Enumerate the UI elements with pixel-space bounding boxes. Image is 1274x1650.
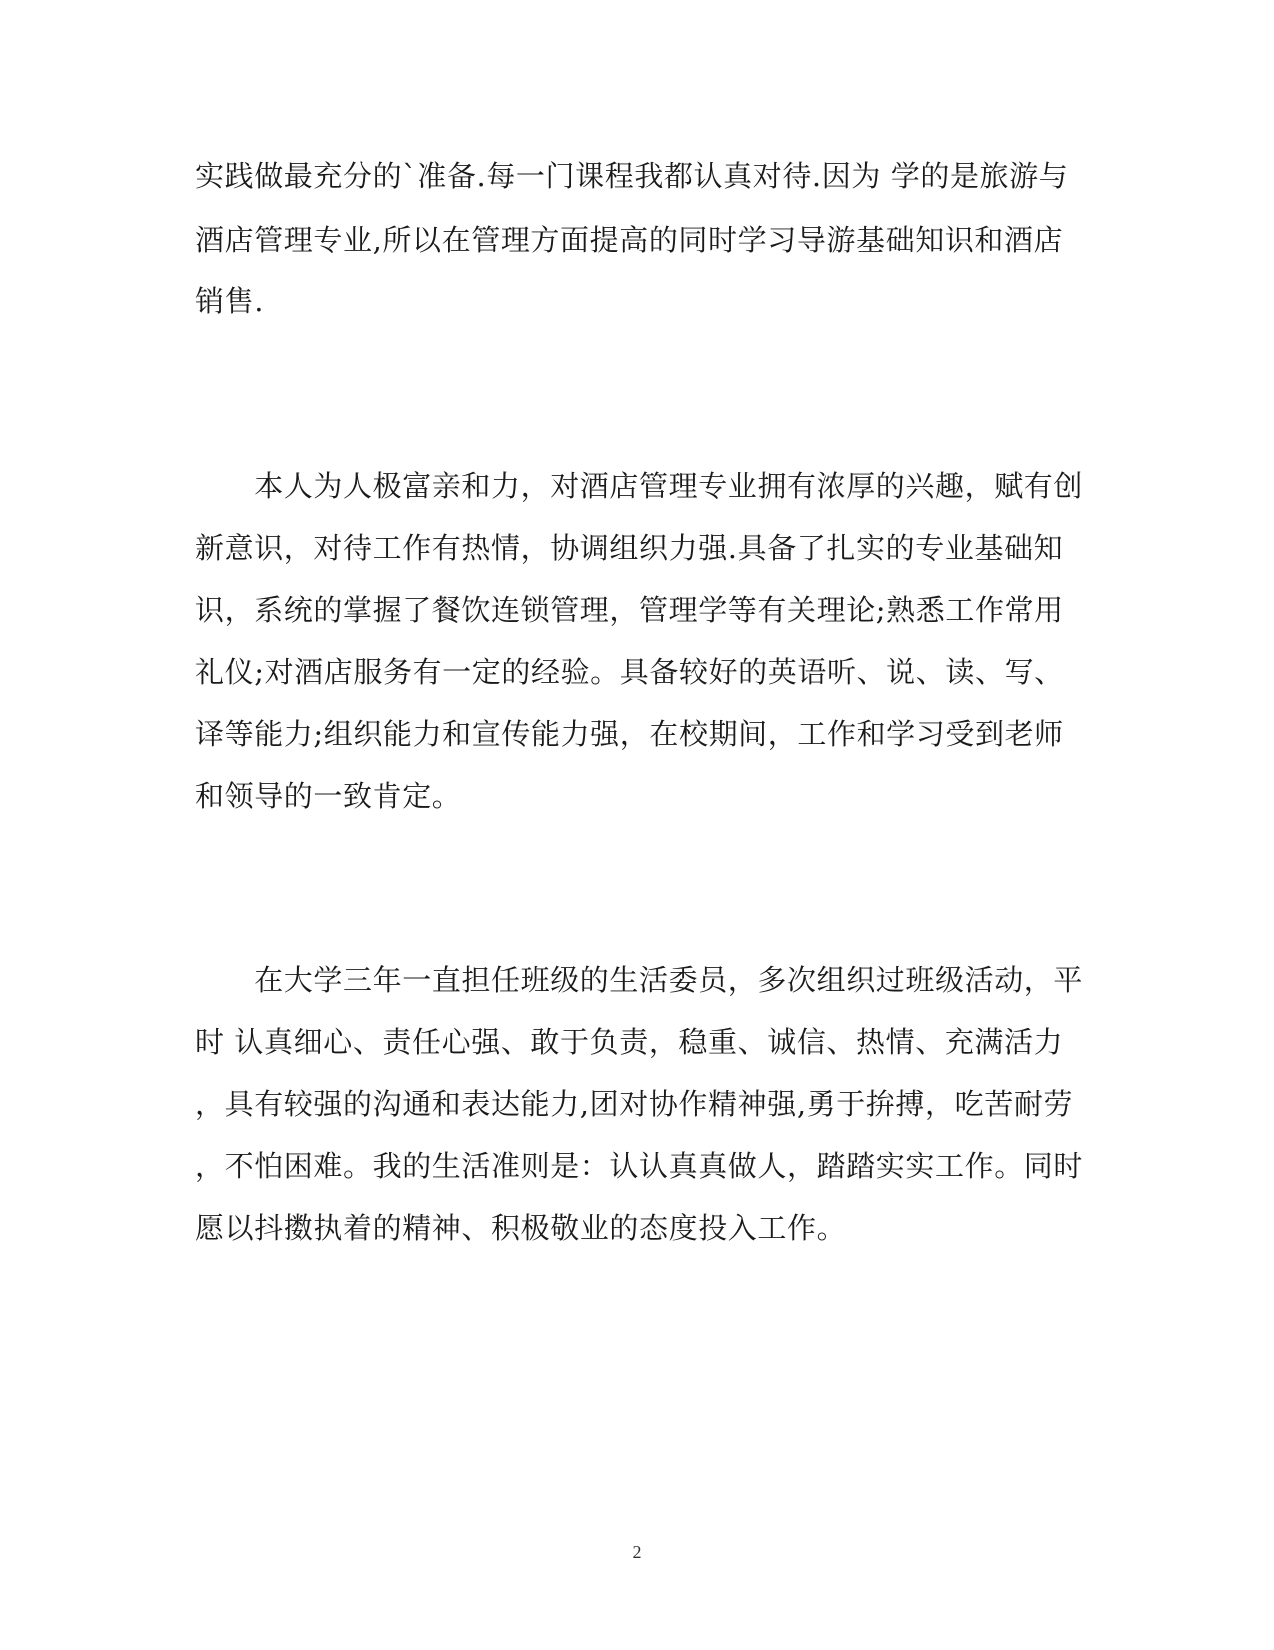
paragraph-3-line-1: 在大学三年一直担任班级的生活委员，多次组织过班级活动，平 bbox=[195, 963, 1084, 997]
paragraph-2-line-4: 礼仪;对酒店服务有一定的经验。具备较好的英语听、说、读、写、 bbox=[195, 655, 1064, 689]
paragraph-2-line-3: 识，系统的掌握了餐饮连锁管理，管理学等有关理论;熟悉工作常用 bbox=[195, 593, 1064, 627]
paragraph-1-line-3: 销售. bbox=[195, 284, 265, 318]
paragraph-3-line-3: ，具有较强的沟通和表达能力,团对协作精神强,勇于拚搏，吃苦耐劳 bbox=[195, 1087, 1074, 1121]
paragraph-2-line-2: 新意识，对待工作有热情，协调组织力强.具备了扎实的专业基础知 bbox=[195, 531, 1064, 565]
paragraph-3-line-2: 时 认真细心、责任心强、敢于负责，稳重、诚信、热情、充满活力 bbox=[195, 1025, 1064, 1059]
paragraph-2-line-5: 译等能力;组织能力和宣传能力强，在校期间，工作和学习受到老师 bbox=[195, 717, 1064, 751]
paragraph-3-line-5: 愿以抖擞执着的精神、积极敬业的态度投入工作。 bbox=[195, 1211, 847, 1245]
paragraph-3-line-4: ，不怕困难。我的生活准则是：认认真真做人，踏踏实实工作。同时 bbox=[195, 1149, 1084, 1183]
page-number: 2 bbox=[632, 1542, 642, 1562]
paragraph-1-line-1: 实践做最充分的`准备.每一门课程我都认真对待.因为 学的是旅游与 bbox=[195, 159, 1069, 193]
paragraph-2-line-1: 本人为人极富亲和力，对酒店管理专业拥有浓厚的兴趣，赋有创 bbox=[195, 469, 1084, 503]
paragraph-1-line-2: 酒店管理专业,所以在管理方面提高的同时学习导游基础知识和酒店 bbox=[195, 223, 1064, 257]
paragraph-2-line-6: 和领导的一致肯定。 bbox=[195, 779, 462, 813]
